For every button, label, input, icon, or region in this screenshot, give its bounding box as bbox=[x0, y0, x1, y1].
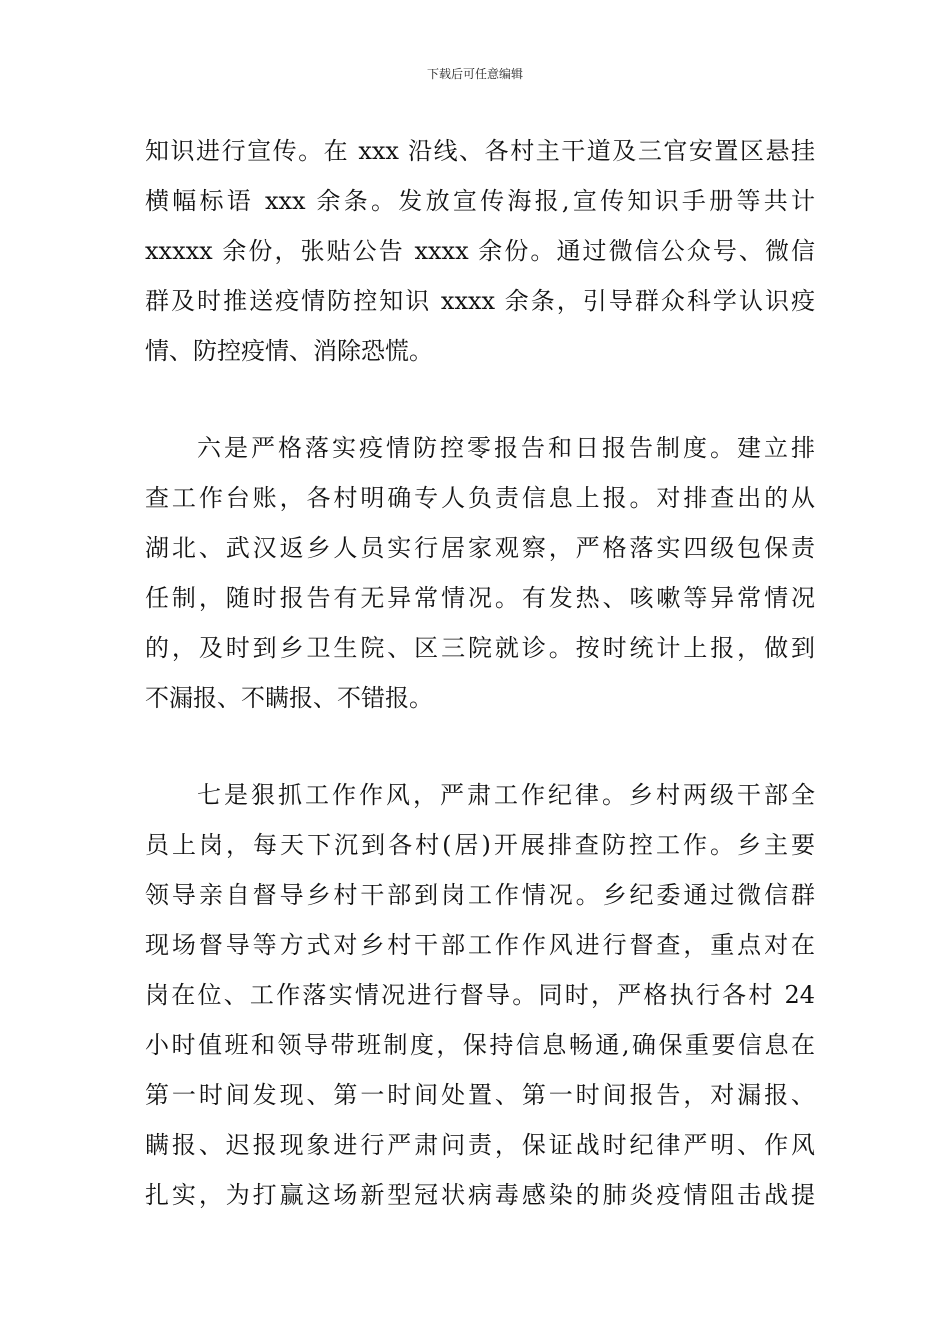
paragraph-3-line-3: 领导亲自督导乡村干部到岗工作情况。乡纪委通过微信群 bbox=[145, 881, 815, 909]
paragraph-2-line-5: 的，及时到乡卫生院、区三院就诊。按时统计上报，做到 bbox=[145, 634, 815, 662]
paragraph-3-line-1: 七是狠抓工作作风，严肃工作纪律。乡村两级干部全 bbox=[197, 781, 815, 809]
paragraph-3-line-4: 现场督导等方式对乡村干部工作作风进行督查，重点对在 bbox=[145, 931, 815, 959]
paragraph-3-line-2: 员上岗，每天下沉到各村(居)开展排查防控工作。乡主要 bbox=[145, 831, 815, 859]
paragraph-3-line-9: 扎实，为打赢这场新型冠状病毒感染的肺炎疫情阻击战提 bbox=[145, 1181, 815, 1209]
paragraph-1-line-3: xxxxx 余份，张贴公告 xxxx 余份。通过微信公众号、微信 bbox=[145, 237, 815, 265]
paragraph-2-line-6: 不漏报、不瞒报、不错报。 bbox=[145, 684, 433, 712]
paragraph-3-line-5: 岗在位、工作落实情况进行督导。同时，严格执行各村 24 bbox=[145, 981, 815, 1009]
paragraph-3-line-8: 瞒报、迟报现象进行严肃问责，保证战时纪律严明、作风 bbox=[145, 1131, 815, 1159]
paragraph-3-line-7: 第一时间发现、第一时间处置、第一时间报告，对漏报、 bbox=[145, 1081, 815, 1109]
paragraph-2-line-4: 任制，随时报告有无异常情况。有发热、咳嗽等异常情况 bbox=[145, 584, 815, 612]
paragraph-1-line-4: 群及时推送疫情防控知识 xxxx 余条，引导群众科学认识疫 bbox=[145, 287, 815, 315]
paragraph-1-line-1: 知识进行宣传。在 xxx 沿线、各村主干道及三官安置区悬挂 bbox=[145, 137, 815, 165]
paragraph-1-line-5: 情、防控疫情、消除恐慌。 bbox=[145, 337, 433, 365]
paragraph-1-line-2: 横幅标语 xxx 余条。发放宣传海报,宣传知识手册等共计 bbox=[145, 187, 815, 215]
paragraph-3-line-6: 小时值班和领导带班制度，保持信息畅通,确保重要信息在 bbox=[145, 1031, 815, 1059]
page-header: 下载后可任意编辑 bbox=[426, 67, 523, 81]
paragraph-2-line-1: 六是严格落实疫情防控零报告和日报告制度。建立排 bbox=[197, 434, 815, 462]
paragraph-2-line-3: 湖北、武汉返乡人员实行居家观察，严格落实四级包保责 bbox=[145, 534, 815, 562]
paragraph-2-line-2: 查工作台账，各村明确专人负责信息上报。对排查出的从 bbox=[145, 484, 815, 512]
